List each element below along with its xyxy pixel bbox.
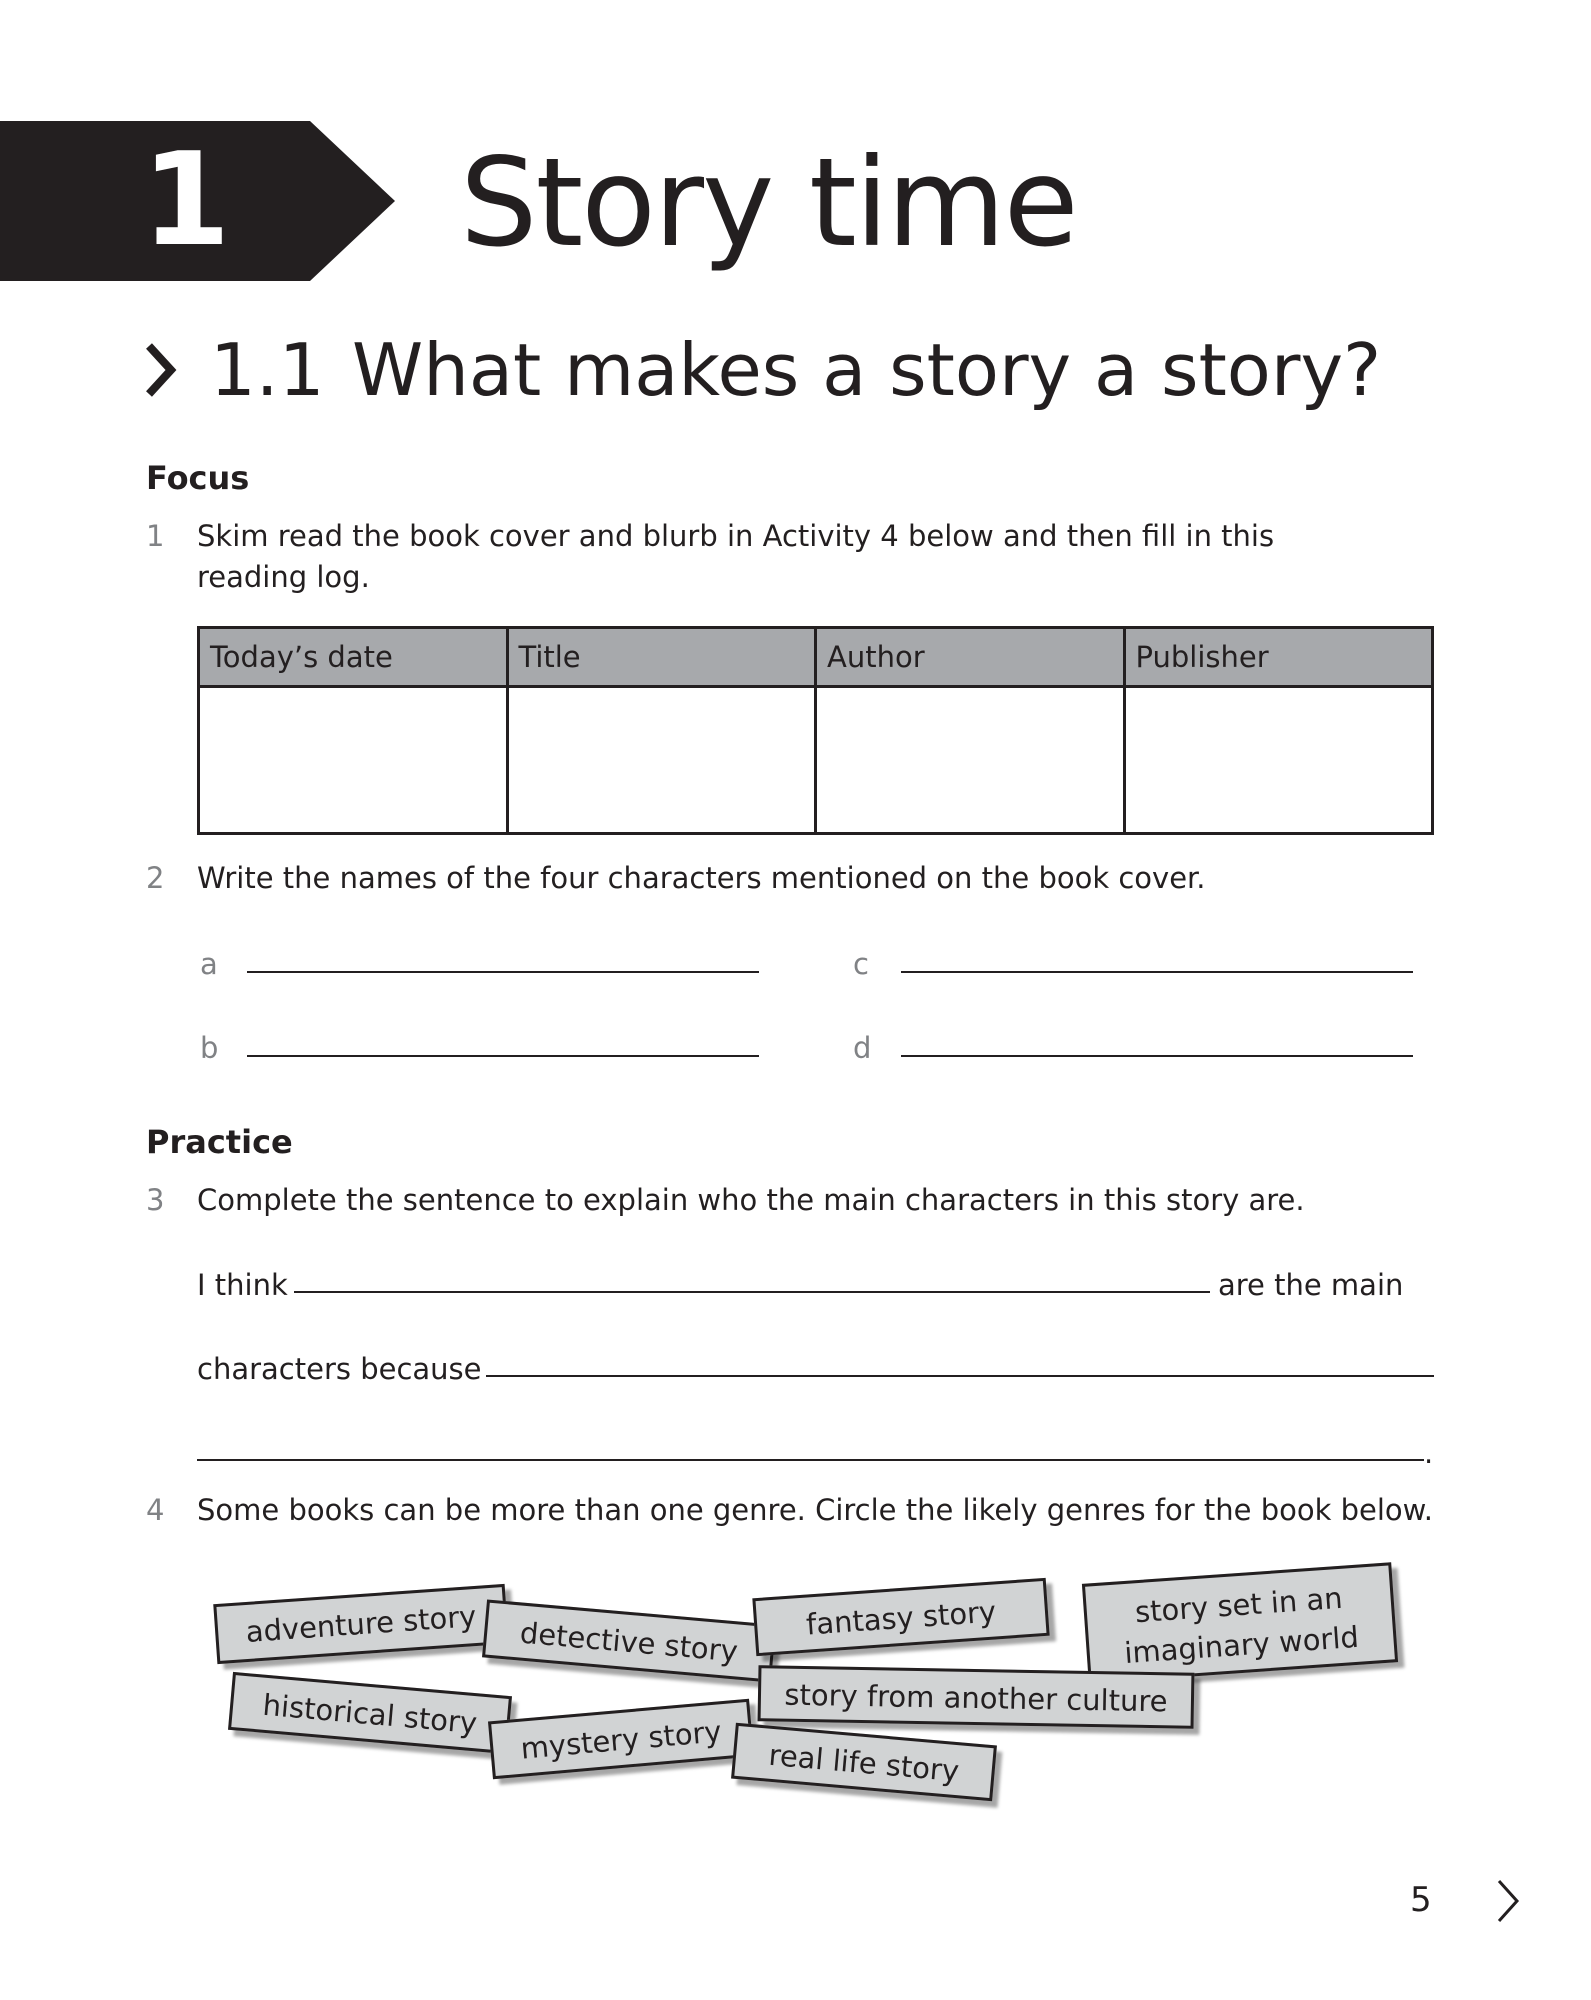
reading-log-table bbox=[197, 626, 1434, 835]
sentence-end: . bbox=[1424, 1436, 1434, 1470]
answer-line-extra[interactable] bbox=[197, 1459, 1424, 1461]
question-number: 2 bbox=[146, 861, 165, 895]
section-title: What makes a story a story? bbox=[352, 328, 1382, 412]
answer-line-because[interactable] bbox=[486, 1375, 1434, 1377]
table-cell-title[interactable] bbox=[507, 687, 816, 834]
practice-heading: Practice bbox=[146, 1123, 293, 1161]
table-cell-publisher[interactable] bbox=[1124, 687, 1433, 834]
chapter-number: 1 bbox=[141, 126, 231, 275]
answer-letter-a: a bbox=[200, 947, 218, 981]
table-header-author: Author bbox=[816, 628, 1125, 687]
answer-line-d[interactable] bbox=[901, 1055, 1413, 1057]
question-number: 3 bbox=[146, 1183, 165, 1217]
chevron-right-icon bbox=[143, 340, 177, 400]
genre-historical-story[interactable]: historical story bbox=[228, 1672, 512, 1754]
answer-letter-c: c bbox=[853, 947, 869, 981]
question-1-line-1: Skim read the book cover and blurb in Activity 4 below and then fill in this bbox=[197, 519, 1275, 553]
question-4-text: Some books can be more than one genre. Circle the likely genres for the book below. bbox=[197, 1493, 1433, 1527]
sentence-continuation: characters because bbox=[197, 1352, 482, 1386]
sentence-middle: are the main bbox=[1218, 1268, 1404, 1302]
genre-adventure-story[interactable]: adventure story bbox=[213, 1584, 508, 1664]
question-3-text: Complete the sentence to explain who the main characters in this story are. bbox=[197, 1183, 1305, 1217]
question-2-text: Write the names of the four characters mentioned on the book cover. bbox=[197, 861, 1206, 895]
question-1-line-2: reading log. bbox=[197, 560, 370, 594]
answer-line-a[interactable] bbox=[247, 971, 759, 973]
answer-line-c[interactable] bbox=[901, 971, 1413, 973]
question-number: 1 bbox=[146, 519, 165, 553]
genre-imaginary-world[interactable] bbox=[1082, 1562, 1398, 1683]
page-number: 5 bbox=[1410, 1880, 1432, 1920]
answer-letter-b: b bbox=[200, 1031, 219, 1065]
chapter-title: Story time bbox=[460, 132, 1077, 274]
genre-detective-story[interactable]: detective story bbox=[482, 1599, 776, 1682]
genre-fantasy-story[interactable]: fantasy story bbox=[752, 1578, 1049, 1656]
table-cell-author[interactable] bbox=[816, 687, 1125, 834]
question-number: 4 bbox=[146, 1493, 165, 1527]
genre-another-culture[interactable]: story from another culture bbox=[758, 1665, 1195, 1729]
table-header-date: Today’s date bbox=[199, 628, 508, 687]
table-header-publisher: Publisher bbox=[1124, 628, 1433, 687]
answer-line-b[interactable] bbox=[247, 1055, 759, 1057]
table-cell-date[interactable] bbox=[199, 687, 508, 834]
answer-letter-d: d bbox=[853, 1031, 872, 1065]
table-header-title: Title bbox=[507, 628, 816, 687]
focus-heading: Focus bbox=[146, 459, 250, 497]
section-number: 1.1 bbox=[210, 328, 325, 412]
genre-imaginary-line-2: imaginary world bbox=[1123, 1619, 1360, 1671]
genre-imaginary-line-1: story set in an bbox=[1133, 1580, 1344, 1630]
answer-line-characters[interactable] bbox=[294, 1291, 1210, 1293]
genre-real-life-story[interactable]: real life story bbox=[731, 1723, 997, 1802]
chevron-right-icon[interactable] bbox=[1496, 1878, 1520, 1924]
genre-mystery-story[interactable]: mystery story bbox=[488, 1699, 754, 1780]
sentence-lead: I think bbox=[197, 1268, 288, 1302]
